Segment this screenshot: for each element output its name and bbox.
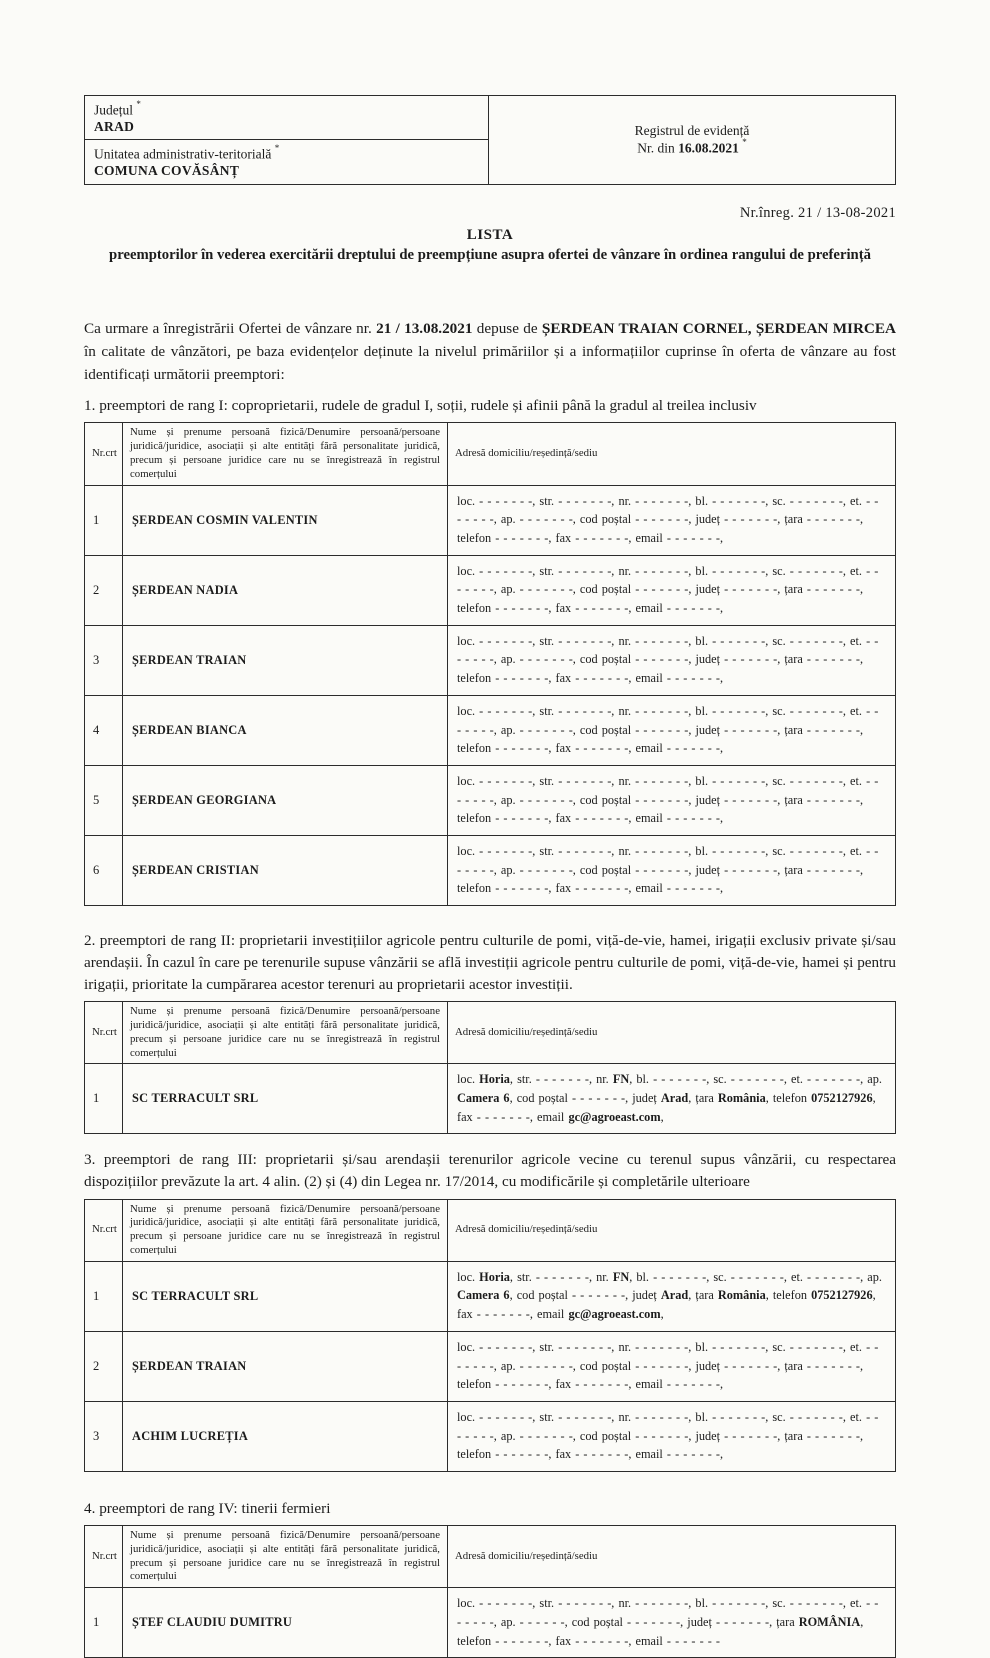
table-row — [85, 1401, 896, 1471]
preemptor-address — [448, 1401, 896, 1471]
header-nr-crt: Nr.crt — [85, 1199, 123, 1261]
bold-text-segment: ȘERDEAN TRAIAN CORNEL, ȘERDEAN MIRCEA — [541, 320, 896, 337]
registry-number-prefix: Nr. din — [637, 140, 679, 156]
registry-cell — [489, 96, 895, 184]
text-segment: , bl. - - - - - - -, sc. - - - - - - -, et. - - - - - - -, ap. — [629, 1269, 882, 1284]
bold-text-segment: România — [717, 1288, 766, 1303]
header-name: Nume și prenume persoană fizică/Denumire persoană/persoane juridică/juridice, asociații și alte entități fără personalitate juridică, precum și persoane juridice care nu se înregistrează în registrul comerțului — [123, 423, 448, 485]
header-name: Nume și prenume persoană fizică/Denumire persoană/persoane juridică/juridice, asociații și alte entități fără personalitate juridică, precum și persoane juridice care nu se înregistrează în registrul comerțului — [123, 1002, 448, 1064]
text-segment: loc. - - - - - - -, str. - - - - - - -, nr. - - - - - - -, bl. - - - - - - -, sc. - - - - - - -, et. - - - - - - -, ap. - - - - - - -, cod poștal - - - - - - -, județ - - - - - - -, țara - - - - - - -, telefon - - - - - - -, fax - - - - - - -, email - - - - - - -, — [457, 773, 879, 826]
row-number: 1 — [85, 1261, 123, 1331]
text-segment: loc. - - - - - - -, str. - - - - - - -, nr. - - - - - - -, bl. - - - - - - -, sc. - - - - - - -, et. - - - - - - -, ap. - - - - - -, cod poștal - - - - - - -, județ - - - - - - -, țara — [457, 1596, 879, 1629]
bold-text-segment: gc@agroeast.com — [568, 1109, 661, 1124]
text-segment: loc. - - - - - - -, str. - - - - - - -, nr. - - - - - - -, bl. - - - - - - -, sc. - - - - - - -, et. - - - - - - -, ap. - - - - - - -, cod poștal - - - - - - -, județ - - - - - - -, țara - - - - - - -, telefon - - - - - - -, fax - - - - - - -, email - - - - - - -, — [457, 493, 879, 546]
uat-cell — [85, 140, 489, 184]
preemptor-name: SC TERRACULT SRL — [123, 1261, 448, 1331]
preemptors-table-rank-2 — [84, 1001, 896, 1134]
identification-box — [84, 95, 896, 185]
table-row — [85, 765, 896, 835]
row-number: 2 — [85, 555, 123, 625]
header-nr-crt: Nr.crt — [85, 423, 123, 485]
bold-text-segment: Arad — [660, 1091, 689, 1106]
table-row — [85, 695, 896, 765]
text-segment: , cod poștal - - - - - - -, județ — [509, 1091, 661, 1106]
row-number: 4 — [85, 695, 123, 765]
preemptor-address — [448, 765, 896, 835]
preemptor-name: ȘERDEAN TRAIAN — [123, 1331, 448, 1401]
preemptor-address — [448, 835, 896, 905]
header-nr-crt: Nr.crt — [85, 1002, 123, 1064]
table-4-clipped-region — [84, 1525, 896, 1648]
asterisk-mark: * — [274, 143, 280, 153]
preemptor-name: ȘERDEAN BIANCA — [123, 695, 448, 765]
text-segment: loc. - - - - - - -, str. - - - - - - -, nr. - - - - - - -, bl. - - - - - - -, sc. - - - - - - -, et. - - - - - - -, ap. - - - - - - -, cod poștal - - - - - - -, județ - - - - - - -, țara - - - - - - -, telefon - - - - - - -, fax - - - - - - -, email - - - - - - -, — [457, 703, 879, 756]
row-number: 5 — [85, 765, 123, 835]
row-number: 3 — [85, 625, 123, 695]
bold-text-segment: Horia — [479, 1072, 510, 1087]
text-segment: , telefon - - - - - - -, fax - - - - - - -, email - - - - - - - — [457, 1614, 864, 1648]
text-segment: , str. - - - - - - -, nr. — [509, 1072, 613, 1087]
registry-number — [637, 139, 747, 157]
preemptor-address — [448, 1588, 896, 1658]
bold-text-segment: Arad — [660, 1288, 689, 1303]
preemptor-address — [448, 1261, 896, 1331]
preemptor-name: ACHIM LUCREȚIA — [123, 1401, 448, 1471]
document-subtitle: preemptorilor în vederea exercitării dreptului de preempțiune asupra ofertei de vânzare în ordinea rangului de preferință — [109, 247, 871, 263]
row-number: 1 — [85, 1588, 123, 1658]
header-nr-crt: Nr.crt — [85, 1525, 123, 1587]
table-header-row — [85, 1002, 896, 1064]
section-4-heading: 4. preemptori de rang IV: tinerii fermieri — [84, 1499, 331, 1517]
preemptor-name: ȘERDEAN TRAIAN — [123, 625, 448, 695]
section-3-heading: 3. preemptori de rang III: proprietarii și/sau arendașii terenurilor agricole vecine cu terenul supus vânzării, cu respectarea dispozițiilor prevăzute la art. 4 alin. (2) și (4) din Legea nr. 17/2014, cu modificările și completările ulterioare — [84, 1151, 896, 1191]
table-row — [85, 1331, 896, 1401]
text-segment: loc. - - - - - - -, str. - - - - - - -, nr. - - - - - - -, bl. - - - - - - -, sc. - - - - - - -, et. - - - - - - -, ap. - - - - - - -, cod poștal - - - - - - -, județ - - - - - - -, țara - - - - - - -, telefon - - - - - - -, fax - - - - - - -, email - - - - - - -, — [457, 563, 879, 616]
text-segment: , — [660, 1109, 664, 1124]
county-label — [94, 101, 479, 119]
preemptors-table-rank-4 — [84, 1525, 896, 1658]
table-row — [85, 1064, 896, 1134]
bold-text-segment: FN — [612, 1072, 630, 1087]
preemptor-name: ȘTEF CLAUDIU DUMITRU — [123, 1588, 448, 1658]
text-segment: , fax - - - - - - -, email — [457, 1288, 876, 1322]
header-address: Adresă domiciliu/reședință/sediu — [448, 423, 896, 485]
text-segment: depuse de — [472, 320, 542, 337]
text-segment: Ca urmare a înregistrării Ofertei de vânzare nr. — [84, 320, 377, 337]
document-page — [84, 95, 896, 1648]
preemptor-address — [448, 1064, 896, 1134]
asterisk-mark: * — [136, 99, 141, 109]
bold-text-segment: 0752127926 — [811, 1288, 873, 1303]
text-segment: loc. - - - - - - -, str. - - - - - - -, nr. - - - - - - -, bl. - - - - - - -, sc. - - - - - - -, et. - - - - - - -, ap. - - - - - - -, cod poștal - - - - - - -, județ - - - - - - -, țara - - - - - - -, telefon - - - - - - -, fax - - - - - - -, email - - - - - - -, — [457, 1409, 879, 1462]
asterisk-mark: * — [742, 137, 747, 148]
registration-number-line: Nr.înreg. 21 / 13-08-2021 — [739, 205, 896, 221]
table-header-row — [85, 1199, 896, 1261]
header-name: Nume și prenume persoană fizică/Denumire persoană/persoane juridică/juridice, asociații și alte entități fără personalitate juridică, precum și persoane juridice care nu se înregistrează în registrul comerțului — [123, 1199, 448, 1261]
preemptor-name: ȘERDEAN COSMIN VALENTIN — [123, 485, 448, 555]
uat-label — [94, 145, 479, 163]
text-segment: , cod poștal - - - - - - -, județ — [509, 1288, 661, 1303]
preemptor-name: SC TERRACULT SRL — [123, 1064, 448, 1134]
header-address: Adresă domiciliu/reședință/sediu — [448, 1002, 896, 1064]
text-segment: , țara — [688, 1091, 718, 1106]
preemptors-table-rank-3 — [84, 1199, 896, 1472]
bold-text-segment: 0752127926 — [811, 1091, 873, 1106]
row-number: 1 — [85, 485, 123, 555]
header-address: Adresă domiciliu/reședință/sediu — [448, 1525, 896, 1587]
text-segment: , — [660, 1307, 664, 1322]
table-row — [85, 1261, 896, 1331]
row-number: 2 — [85, 1331, 123, 1401]
uat-label-text: Unitatea administrativ-teritorială — [94, 146, 272, 162]
bold-text-segment: România — [717, 1091, 766, 1106]
row-number: 3 — [85, 1401, 123, 1471]
text-segment: loc. — [457, 1072, 480, 1087]
preemptor-address — [448, 695, 896, 765]
text-segment: , fax - - - - - - -, email — [457, 1091, 876, 1124]
table-row — [85, 1588, 896, 1658]
bold-text-segment: FN — [612, 1269, 630, 1284]
table-row — [85, 555, 896, 625]
registry-number-date: 16.08.2021 — [678, 140, 739, 156]
table-header-row — [85, 423, 896, 485]
preemptor-address — [448, 625, 896, 695]
bold-text-segment: Camera 6 — [457, 1288, 510, 1303]
text-segment: loc. - - - - - - -, str. - - - - - - -, nr. - - - - - - -, bl. - - - - - - -, sc. - - - - - - -, et. - - - - - - -, ap. - - - - - - -, cod poștal - - - - - - -, județ - - - - - - -, țara - - - - - - -, telefon - - - - - - -, fax - - - - - - -, email - - - - - - -, — [457, 633, 879, 686]
county-value: ARAD — [94, 118, 135, 134]
table-row — [85, 625, 896, 695]
text-segment: , str. - - - - - - -, nr. — [509, 1269, 613, 1284]
table-row — [85, 835, 896, 905]
document-title: LISTA — [466, 227, 514, 243]
text-segment: , bl. - - - - - - -, sc. - - - - - - -, et. - - - - - - -, ap. — [629, 1072, 882, 1087]
text-segment: , telefon — [765, 1288, 812, 1303]
preemptor-address — [448, 1331, 896, 1401]
row-number: 6 — [85, 835, 123, 905]
bold-text-segment: Camera 6 — [457, 1091, 510, 1106]
row-number: 1 — [85, 1064, 123, 1134]
preemptor-name: ȘERDEAN NADIA — [123, 555, 448, 625]
preemptor-address — [448, 485, 896, 555]
section-2-heading: 2. preemptori de rang II: proprietarii investițiilor agricole pentru culturile de pomi, viță-de-vie, hamei, irigații exclusiv private și/sau arendașii. În cazul în care pe terenurile supuse vânzării se află investiții agricole pentru culturile de pomi, viță-de-vie, hamei și pentru irigații, prioritate la cumpărarea acestor terenuri au proprietarii acestor investiții. — [84, 932, 896, 994]
preemptors-table-rank-1 — [84, 422, 896, 906]
bold-text-segment: 21 / 13.08.2021 — [376, 320, 473, 337]
section-1-heading: 1. preemptori de rang I: coproprietarii, rudele de gradul I, soții, rudele și afinii până la gradul al treilea inclusiv — [84, 397, 757, 415]
table-header-row — [85, 1525, 896, 1587]
text-segment: loc. — [457, 1269, 480, 1284]
bold-text-segment: gc@agroeast.com — [568, 1307, 661, 1322]
registry-title: Registrul de evidență — [634, 123, 750, 139]
text-segment: , țara — [688, 1288, 718, 1303]
bold-text-segment: ROMÂNIA — [798, 1614, 861, 1629]
preemptor-name: ȘERDEAN GEORGIANA — [123, 765, 448, 835]
header-name: Nume și prenume persoană fizică/Denumire persoană/persoane juridică/juridice, asociații și alte entități fără personalitate juridică, precum și persoane juridice care nu se înregistrează în registrul comerțului — [123, 1525, 448, 1587]
intro-paragraph — [84, 318, 896, 386]
bold-text-segment: Horia — [479, 1269, 510, 1284]
text-segment: în calitate de vânzători, pe baza evidențelor deținute la nivelul primăriilor și a informațiilor cuprinse în oferta de vânzare au fost identificați următorii preemptori: — [84, 342, 896, 383]
text-segment: , telefon — [765, 1091, 812, 1106]
table-row — [85, 485, 896, 555]
preemptor-address — [448, 555, 896, 625]
header-address: Adresă domiciliu/reședință/sediu — [448, 1199, 896, 1261]
text-segment: loc. - - - - - - -, str. - - - - - - -, nr. - - - - - - -, bl. - - - - - - -, sc. - - - - - - -, et. - - - - - - -, ap. - - - - - - -, cod poștal - - - - - - -, județ - - - - - - -, țara - - - - - - -, telefon - - - - - - -, fax - - - - - - -, email - - - - - - -, — [457, 1339, 879, 1392]
county-label-text: Județul — [94, 102, 133, 118]
county-cell — [85, 96, 489, 140]
preemptor-name: ȘERDEAN CRISTIAN — [123, 835, 448, 905]
text-segment: loc. - - - - - - -, str. - - - - - - -, nr. - - - - - - -, bl. - - - - - - -, sc. - - - - - - -, et. - - - - - - -, ap. - - - - - - -, cod poștal - - - - - - -, județ - - - - - - -, țara - - - - - - -, telefon - - - - - - -, fax - - - - - - -, email - - - - - - -, — [457, 843, 879, 896]
uat-value: COMUNA COVĂSÂNȚ — [94, 162, 240, 178]
